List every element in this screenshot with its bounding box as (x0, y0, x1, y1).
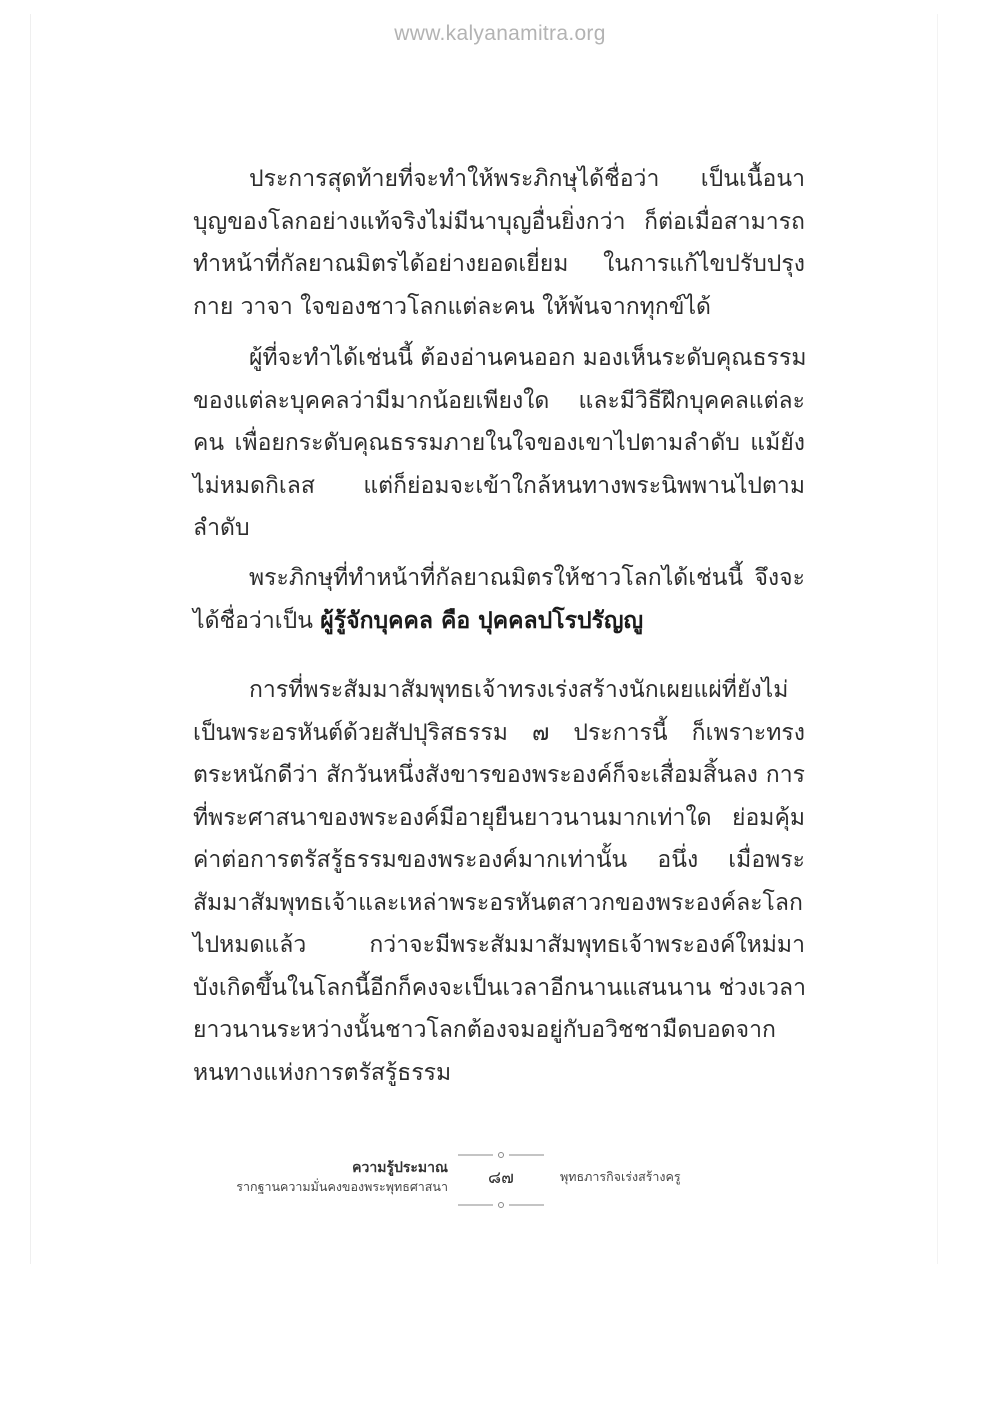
paragraph-4-line-2: เป็นพระอรหันต์ด้วยสัปปุริสธรรม ๗ ประการนี้ ก็เพราะทรง (193, 719, 805, 746)
page-number: ๘๗ (488, 1168, 514, 1188)
ornament-bottom-icon (458, 1202, 544, 1208)
paragraph-3 (193, 557, 805, 642)
paragraph-4-line-1: การที่พระสัมมาสัมพุทธเจ้าทรงเร่งสร้างนักเผยแผ่ที่ยังไม่ (249, 677, 789, 703)
paragraph-2-line-5: ลำดับ (193, 515, 250, 541)
paragraph-4-line-5: ค่าต่อการตรัสรู้ธรรมของพระองค์มากเท่านั้น อนึ่ง เมื่อพระ (193, 847, 805, 873)
footer-chapter-title: พุทธภารกิจเร่งสร้างครู (560, 1169, 681, 1184)
paragraph-2-line-4: ไม่หมดกิเลส แต่ก็ย่อมจะเข้าใกล้หนทางพระนิพพานไปตาม (193, 472, 805, 499)
paragraph-4-line-6: สัมมาสัมพุทธเจ้าและเหล่าพระอรหันตสาวกของพระองค์ละโลก (193, 889, 803, 916)
paragraph-4-line-4: ที่พระศาสนาของพระองค์มีอายุยืนยาวนานมากเท่าใด ย่อมคุ้ม (193, 804, 805, 831)
paragraph-2-line-2: ของแต่ละบุคคลว่ามีมากน้อยเพียงใด และมีวิธีฝึกบุคคลแต่ละ (193, 387, 805, 414)
paragraph-4 (193, 669, 805, 1094)
paragraph-3-line-2 (193, 600, 805, 643)
paragraph-4-line-8: บังเกิดขึ้นในโลกนี้อีกก็คงจะเป็นเวลาอีกนานแสนนาน ช่วงเวลา (193, 974, 807, 1001)
paragraph-1-line-3: ทำหน้าที่กัลยาณมิตรได้อย่างยอดเยี่ยม ในการแก้ไขปรับปรุง (193, 251, 805, 277)
paragraph-2-line-3: คน เพื่อยกระดับคุณธรรมภายในใจของเขาไปตามลำดับ แม้ยัง (193, 430, 805, 456)
paragraph-1-line-1: ประการสุดท้ายที่จะทำให้พระภิกษุได้ชื่อว่า เป็นเนื้อนา (249, 166, 805, 192)
ornament-top-icon (458, 1152, 544, 1158)
paragraph-3-line-2-prefix: ได้ชื่อว่าเป็น (193, 607, 321, 634)
key-term-highlight: ผู้รู้จักบุคคล คือ ปุคคลปโรปรัญญู (320, 607, 644, 634)
footer-book-info (236, 1158, 448, 1196)
paragraph-4-line-3: ตระหนักดีว่า สักวันหนึ่งสังขารของพระองค์ก็จะเสื่อมสิ้นลง การ (193, 762, 805, 788)
paragraph-4-line-10: หนทางแห่งการตรัสรู้ธรรม (193, 1059, 452, 1086)
paragraph-1-line-4: กาย วาจา ใจของชาวโลกแต่ละคน ให้พ้นจากทุกข์ได้ (193, 293, 711, 320)
footer-book-title: ความรู้ประมาณ (352, 1160, 448, 1176)
page-footer (0, 1152, 1000, 1222)
paragraph-1-line-2: บุญของโลกอย่างแท้จริงไม่มีนาบุญอื่นยิ่งกว่า ก็ต่อเมื่อสามารถ (193, 208, 805, 235)
paragraph-1 (193, 158, 805, 328)
footer-book-subtitle: รากฐานความมั่นคงของพระพุทธศาสนา (236, 1179, 448, 1194)
paragraph-4-line-9: ยาวนานระหว่างนั้นชาวโลกต้องจมอยู่กับอวิชชามืดบอดจาก (193, 1017, 776, 1043)
paragraph-2-line-1: ผู้ที่จะทำได้เช่นนี้ ต้องอ่านคนออก มองเห็นระดับคุณธรรม (249, 345, 807, 371)
watermark-url: www.kalyanamitra.org (394, 22, 606, 45)
paragraph-2 (193, 337, 805, 550)
paragraph-3-line-1: พระภิกษุที่ทำหน้าที่กัลยาณมิตรให้ชาวโลกได้เช่นนี้ จึงจะ (249, 565, 805, 591)
paragraph-4-line-7: ไปหมดแล้ว กว่าจะมีพระสัมมาสัมพุทธเจ้าพระองค์ใหม่มา (193, 932, 805, 958)
